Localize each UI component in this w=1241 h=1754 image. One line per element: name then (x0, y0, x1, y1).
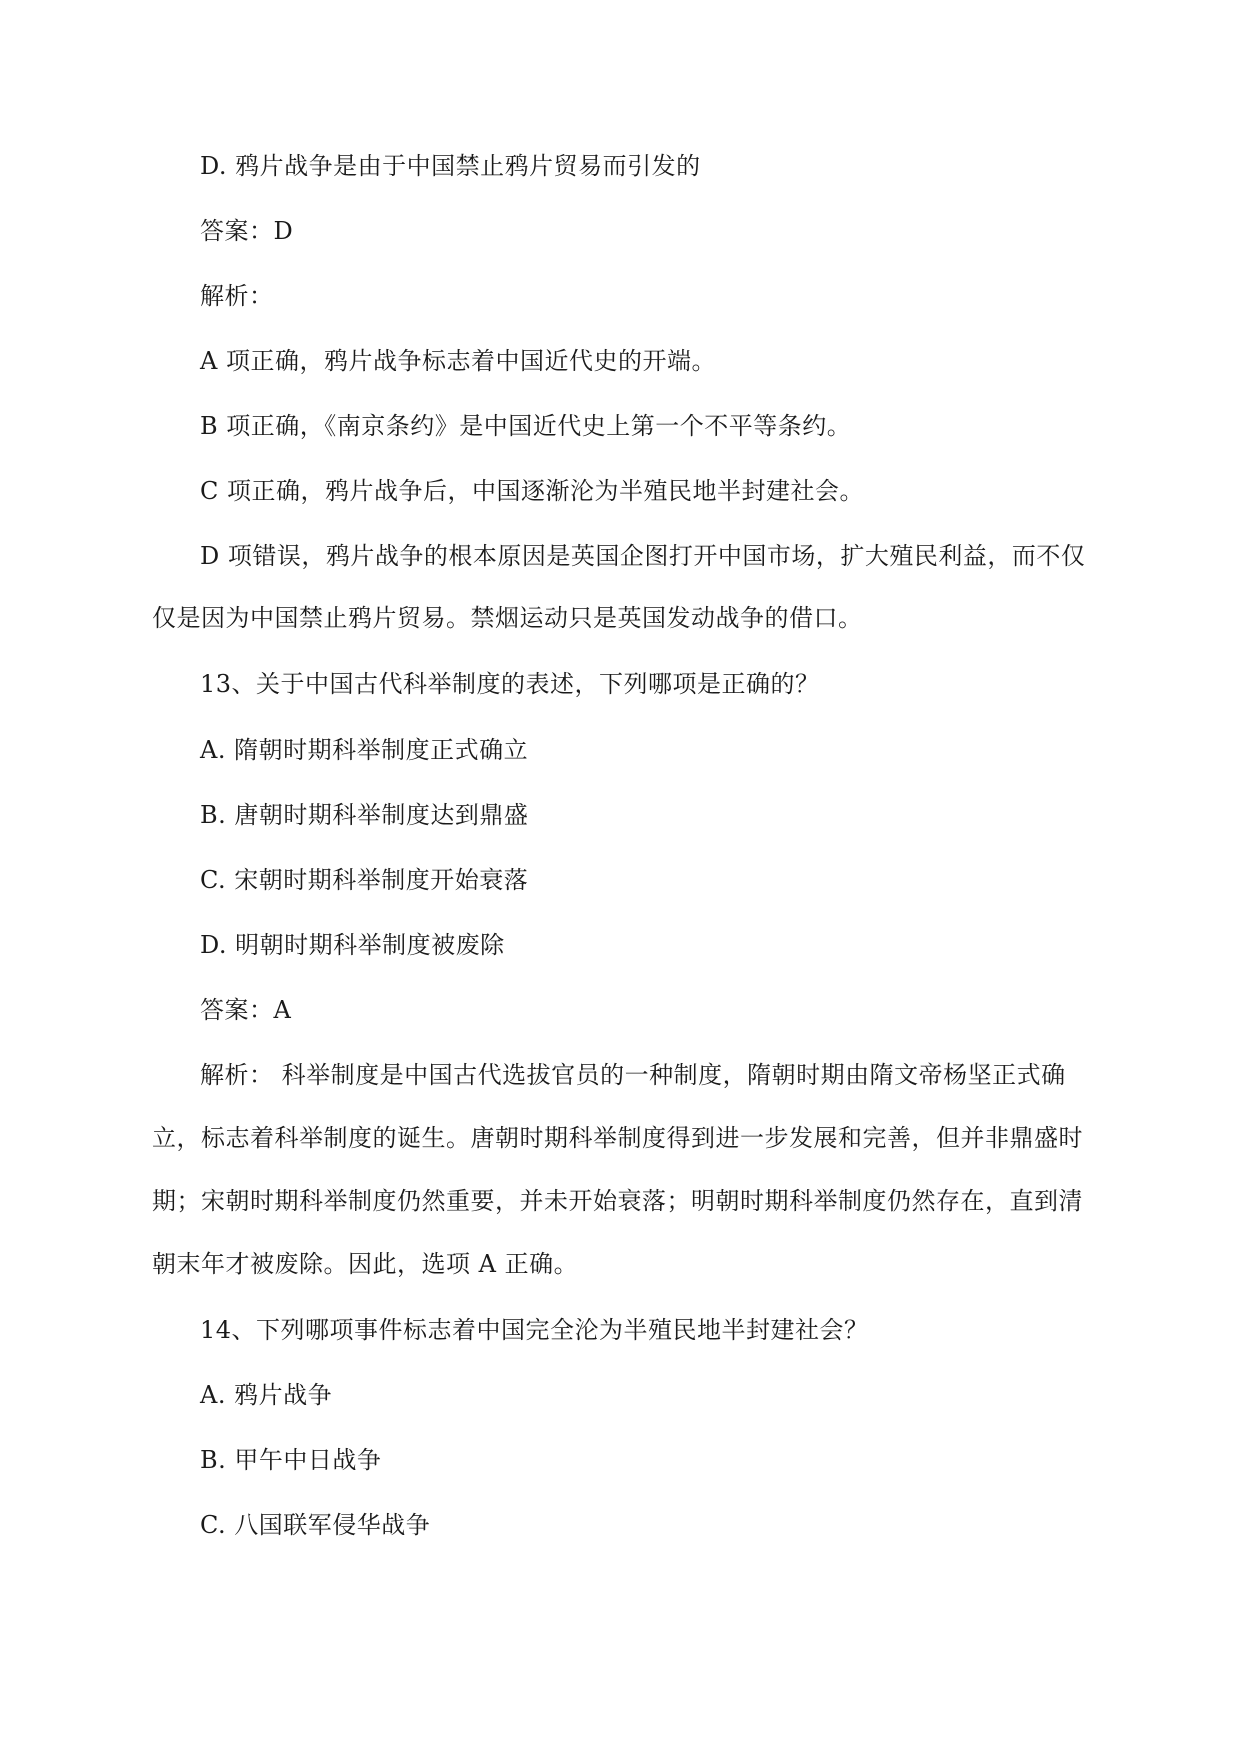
prev-answer: 答案：D (200, 217, 294, 245)
q14-option-b: B. 甲午中日战争 (200, 1446, 382, 1474)
q13-option-c: C. 宋朝时期科举制度开始衰落 (200, 866, 529, 894)
q13-answer: 答案：A (200, 996, 292, 1024)
prev-option-d: D. 鸦片战争是由于中国禁止鸦片贸易而引发的 (200, 152, 701, 180)
q13-analysis-line-4: 朝末年才被废除。因此，选项 A 正确。 (152, 1250, 579, 1278)
prev-analysis-line-d: D 项错误，鸦片战争的根本原因是英国企图打开中国市场，扩大殖民利益，而不仅 (200, 542, 1086, 570)
q13-analysis-line-3: 期；宋朝时期科举制度仍然重要，并未开始衰落；明朝时期科举制度仍然存在，直到清 (152, 1187, 1083, 1215)
q13-option-b: B. 唐朝时期科举制度达到鼎盛 (200, 801, 529, 829)
prev-analysis-label: 解析： (200, 282, 274, 310)
q13-analysis-line-1: 解析： 科举制度是中国古代选拔官员的一种制度，隋朝时期由隋文帝杨坚正式确 (200, 1061, 1066, 1089)
q13-question: 13、关于中国古代科举制度的表述，下列哪项是正确的？ (200, 670, 820, 698)
prev-analysis-line-b: B 项正确，《南京条约》是中国近代史上第一个不平等条约。 (200, 412, 852, 440)
prev-analysis-line-a: A 项正确，鸦片战争标志着中国近代史的开端。 (200, 347, 716, 375)
q13-option-a: A. 隋朝时期科举制度正式确立 (200, 736, 529, 764)
q14-question: 14、下列哪项事件标志着中国完全沦为半殖民地半封建社会？ (200, 1316, 869, 1344)
q14-option-c: C. 八国联军侵华战争 (200, 1511, 431, 1539)
q14-option-a: A. 鸦片战争 (200, 1381, 333, 1409)
q13-analysis-line-2: 立，标志着科举制度的诞生。唐朝时期科举制度得到进一步发展和完善，但并非鼎盛时 (152, 1124, 1083, 1152)
prev-analysis-line-d-cont: 仅是因为中国禁止鸦片贸易。禁烟运动只是英国发动战争的借口。 (152, 604, 863, 632)
q13-option-d: D. 明朝时期科举制度被废除 (200, 931, 505, 959)
prev-analysis-line-c: C 项正确，鸦片战争后，中国逐渐沦为半殖民地半封建社会。 (200, 477, 864, 505)
